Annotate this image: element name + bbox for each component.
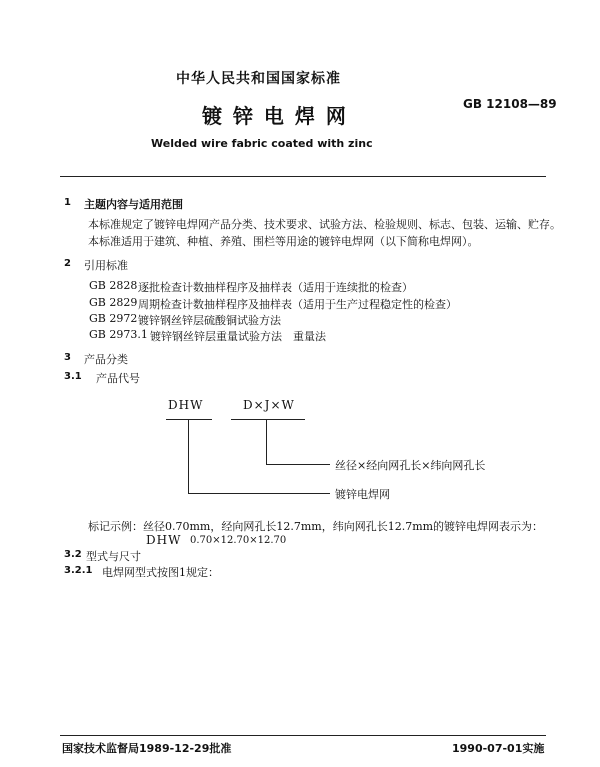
section-3-2-1-number: 3.2.1	[64, 565, 93, 576]
diagram-connector-vertical	[188, 419, 189, 494]
reference-text: 镀锌钢丝锌层硫酸铜试验方法	[138, 314, 281, 327]
section-3-1-number: 3.1	[64, 371, 82, 382]
footer-divider	[60, 735, 546, 736]
document-title-cn: 镀 锌 电 焊 网	[202, 104, 348, 128]
diagram-connector-horizontal	[266, 464, 330, 465]
document-code: GB 12108—89	[463, 97, 557, 111]
section-3-2-heading: 型式与尺寸	[86, 550, 141, 563]
section-1-number: 1	[64, 197, 71, 208]
diagram-name-label: 镀锌电焊网	[335, 488, 390, 501]
reference-code: GB 2973.1	[89, 328, 148, 341]
section-3-heading: 产品分类	[84, 353, 128, 366]
reference-text: 镀锌钢丝锌层重量试验方法 重量法	[150, 330, 326, 343]
reference-text: 周期检查计数抽样程序及抽样表（适用于生产过程稳定性的检查）	[138, 298, 457, 311]
section-2-heading: 引用标准	[84, 259, 128, 272]
diagram-underline-left	[166, 419, 212, 420]
code-diagram-left-label: DHW	[168, 398, 204, 412]
header-divider	[60, 176, 546, 177]
approval-date: 国家技术监督局1989-12-29批准	[62, 742, 232, 755]
marking-example-code: DHW	[146, 533, 182, 547]
section-3-1-heading: 产品代号	[96, 372, 140, 385]
effective-date: 1990-07-01实施	[452, 742, 545, 755]
marking-example-value: 0.70×12.70×12.70	[190, 535, 287, 546]
diagram-spec-label: 丝径×经向网孔长×纬向网孔长	[335, 459, 486, 472]
section-2-number: 2	[64, 258, 71, 269]
section-1-paragraph-1: 本标准规定了镀锌电焊网产品分类、技术要求、试验方法、检验规则、标志、包装、运输、贮存。	[88, 218, 561, 231]
section-1-heading: 主题内容与适用范围	[84, 198, 183, 211]
diagram-underline-right	[231, 419, 305, 420]
reference-text: 逐批检查计数抽样程序及抽样表（适用于连续批的检查）	[138, 281, 413, 294]
code-diagram-right-label: D×J×W	[243, 398, 295, 412]
section-3-2-number: 3.2	[64, 549, 82, 560]
section-1-paragraph-2: 本标准适用于建筑、种植、养殖、围栏等用途的镀锌电焊网（以下简称电焊网）。	[88, 235, 479, 248]
national-standard-title: 中华人民共和国国家标准	[176, 71, 341, 87]
document-title-en: Welded wire fabric coated with zinc	[151, 137, 373, 150]
section-3-number: 3	[64, 352, 71, 363]
reference-code: GB 2972	[89, 312, 138, 325]
diagram-connector-vertical	[266, 419, 267, 465]
diagram-connector-horizontal	[188, 493, 330, 494]
reference-code: GB 2829	[89, 296, 138, 309]
section-3-2-1-text: 电焊网型式按图1规定：	[102, 566, 219, 579]
marking-example-line: 标记示例：丝径0.70mm，经向网孔长12.7mm，纬向网孔长12.7mm的镀锌电焊网表示为：	[88, 520, 544, 533]
reference-code: GB 2828	[89, 279, 138, 292]
